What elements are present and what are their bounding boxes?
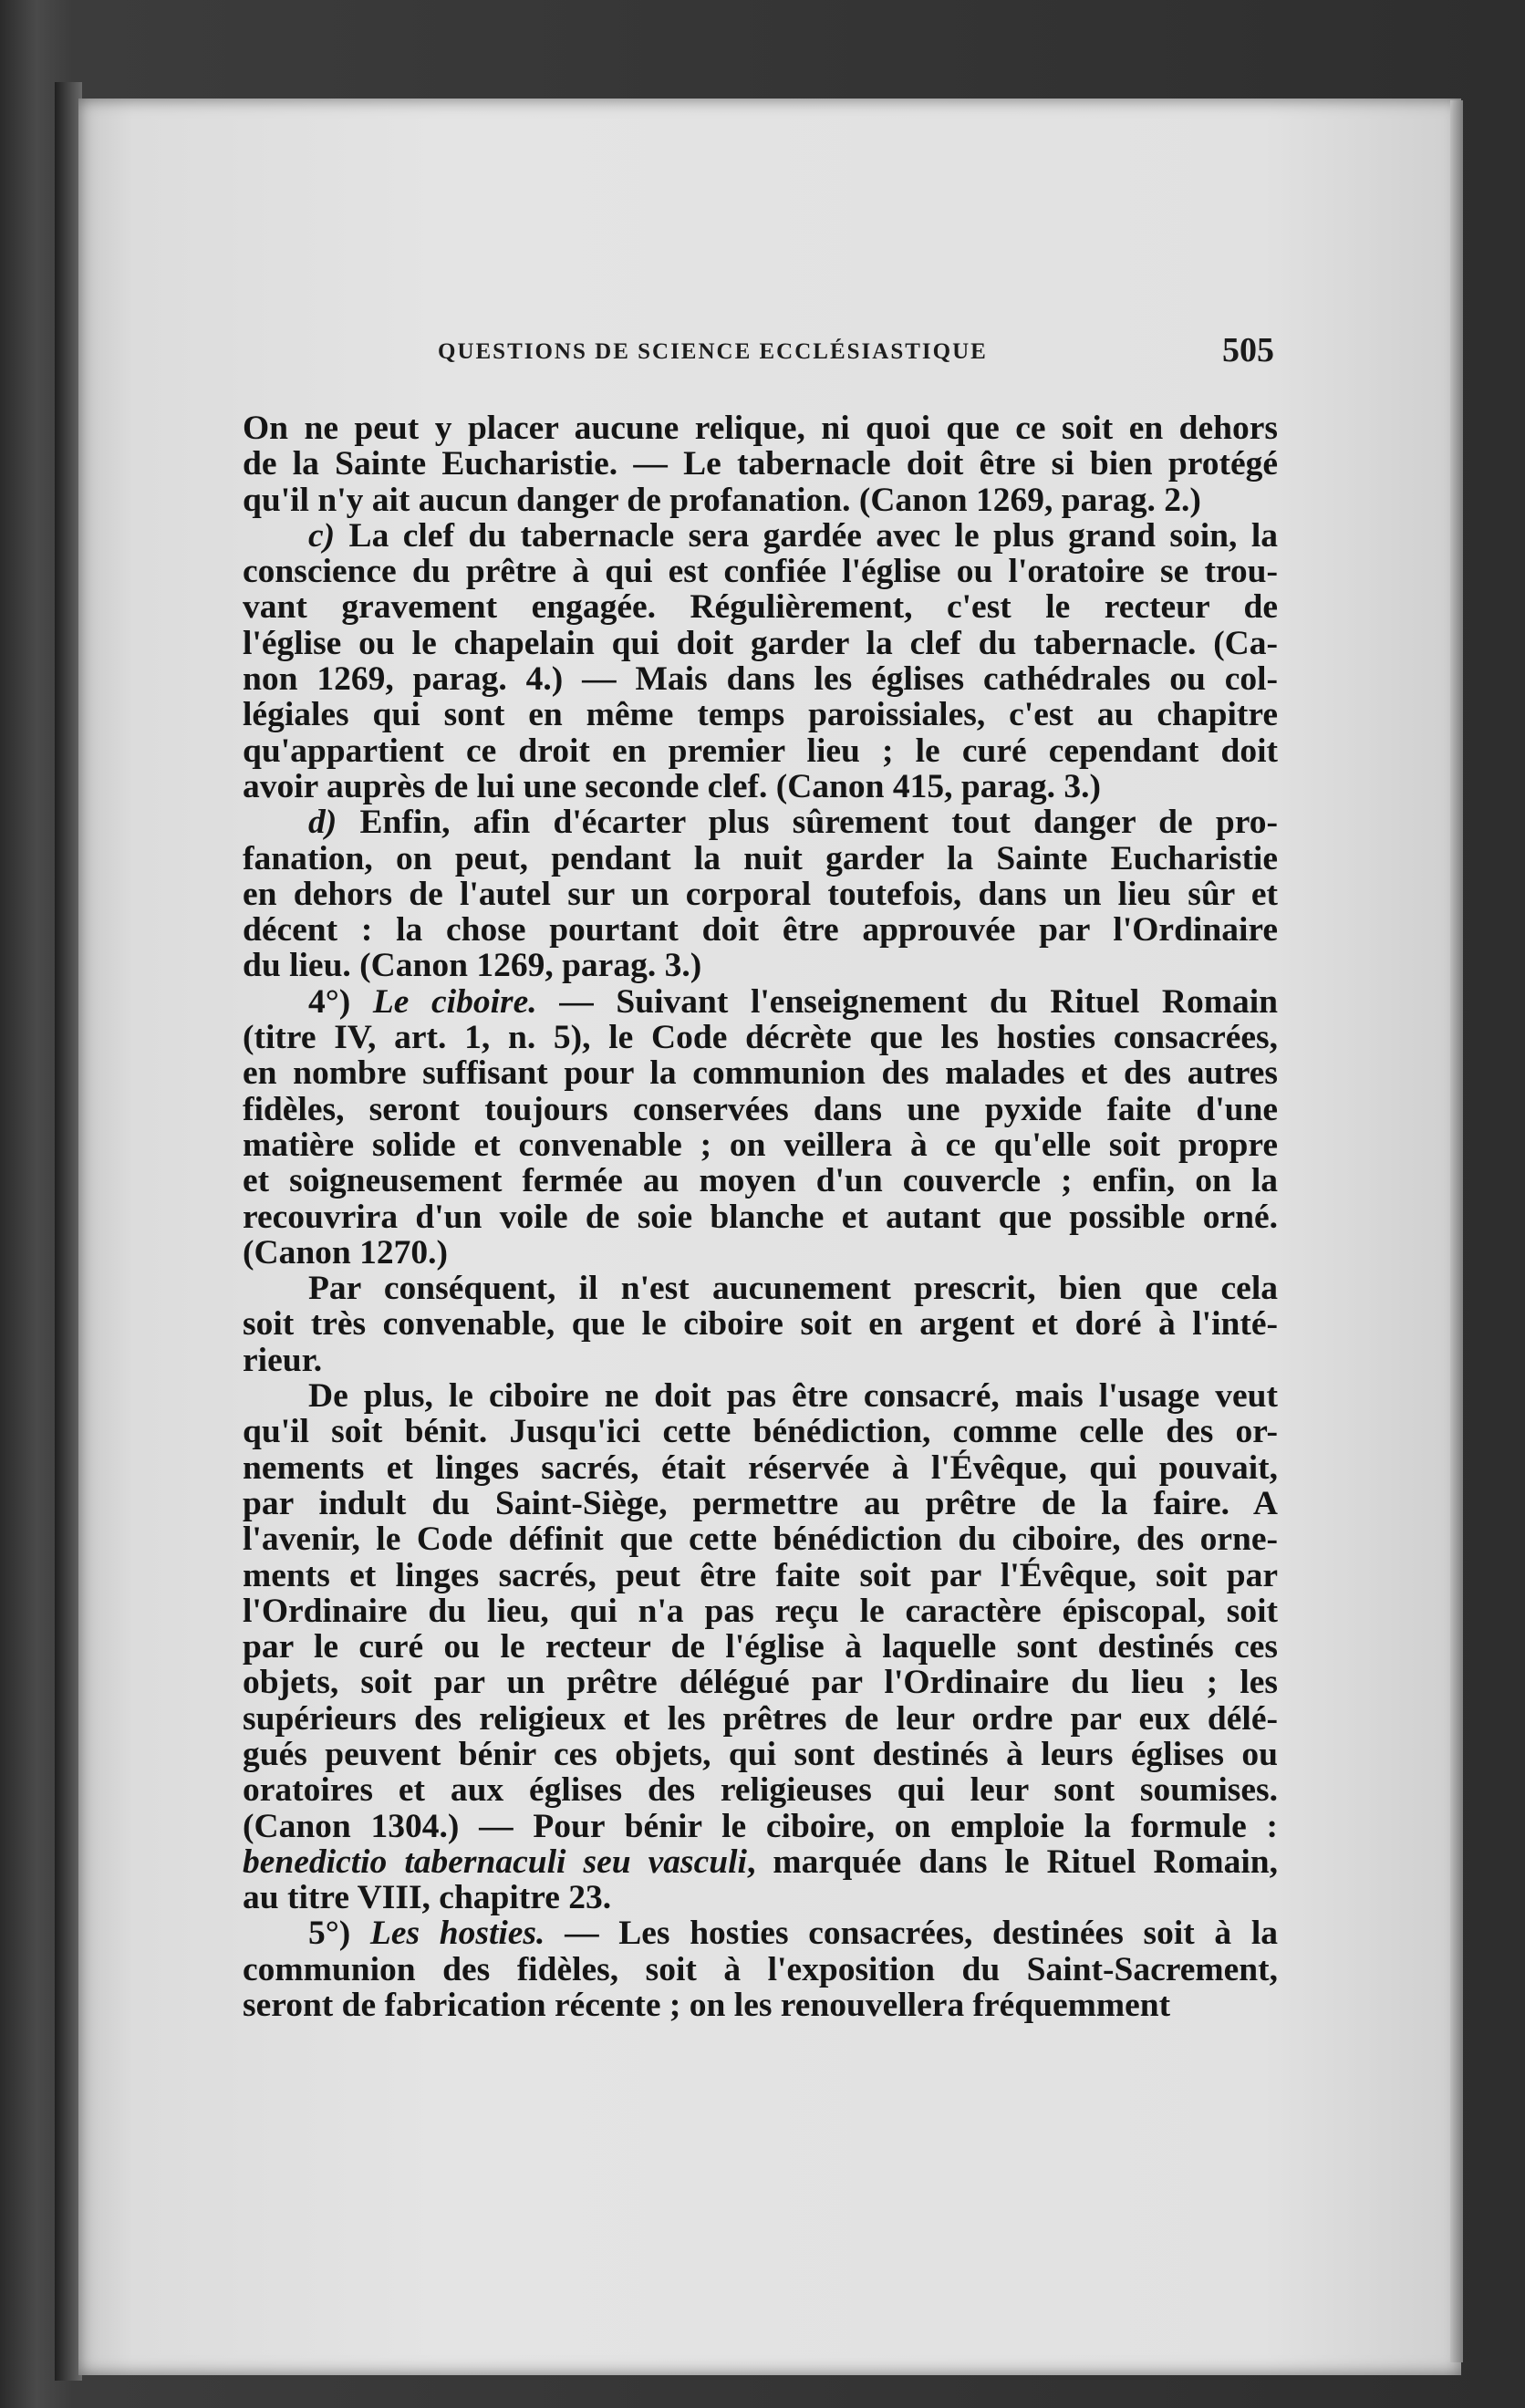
text-line: l'avenir, le Code définit que cette bénédiction du ciboire, des orne-	[243, 1521, 1278, 1559]
text-line: 4°) Le ciboire. — Suivant l'enseignement du Rituel Romain	[308, 982, 1278, 1021]
text-line: oratoires et aux églises des religieuses qui leur sont soumises.	[243, 1771, 1278, 1810]
text-line: en nombre suffisant pour la communion des malades et des autres	[243, 1054, 1278, 1093]
text-line: De plus, le ciboire ne doit pas être consacré, mais l'usage veut	[308, 1377, 1278, 1416]
text-line: d) Enfin, afin d'écarter plus sûrement tout danger de pro-	[308, 804, 1278, 842]
text-line: c) La clef du tabernacle sera gardée avec le plus grand soin, la	[308, 516, 1278, 555]
text-line: fanation, on peut, pendant la nuit garder la Sainte Eucharistie	[243, 839, 1278, 877]
text-line: non 1269, parag. 4.) — Mais dans les églises cathédrales ou col-	[243, 660, 1278, 699]
italic-text: d)	[308, 804, 337, 842]
page-edge	[1450, 100, 1463, 2362]
text-line: du lieu. (Canon 1269, parag. 3.)	[243, 947, 702, 985]
page-number: 505	[1222, 331, 1274, 369]
text-line: de la Sainte Eucharistie. — Le tabernacle doit être si bien protégé	[243, 445, 1278, 483]
text-line: nements et linges sacrés, était réservée à l'Évêque, qui pouvait,	[243, 1448, 1278, 1487]
text-line: objets, soit par un prêtre délégué par l'Ordinaire du lieu ; les	[243, 1664, 1278, 1702]
text-line: (Canon 1270.)	[243, 1233, 449, 1271]
text-line: qu'appartient ce droit en premier lieu ; le curé cependant doit	[243, 732, 1278, 770]
text-line: rieur.	[243, 1341, 323, 1379]
text-line: supérieurs des religieux et les prêtres de leur ordre par eux délé-	[243, 1699, 1278, 1738]
text-line: soit très convenable, que le ciboire soit en argent et doré à l'inté-	[243, 1305, 1278, 1344]
text-line: benedictio tabernaculi seu vasculi, marquée dans le Rituel Romain,	[243, 1842, 1278, 1881]
text-line: décent : la chose pourtant doit être approuvée par l'Ordinaire	[243, 911, 1278, 950]
text-line: l'église ou le chapelain qui doit garder la clef du tabernacle. (Ca-	[243, 624, 1278, 662]
text-line: légiales qui sont en même temps paroissiales, c'est au chapitre	[243, 696, 1278, 734]
text-line: conscience du prêtre à qui est confiée l'église ou l'oratoire se trou-	[243, 553, 1278, 591]
text-line: l'Ordinaire du lieu, qui n'a pas reçu le caractère épiscopal, soit	[243, 1592, 1278, 1630]
text-line: par le curé ou le recteur de l'église à laquelle sont destinés ces	[243, 1628, 1278, 1666]
text-line: (titre IV, art. 1, n. 5), le Code décrète que les hosties consacrées,	[243, 1019, 1278, 1057]
text-line: fidèles, seront toujours conservées dans une pyxide faite d'une	[243, 1090, 1278, 1128]
text-line: en dehors de l'autel sur un corporal toutefois, dans un lieu sûr et	[243, 875, 1278, 913]
text-line: avoir auprès de lui une seconde clef. (Canon 415, parag. 3.)	[243, 767, 1101, 805]
text-line: qu'il soit bénit. Jusqu'ici cette bénédiction, comme celle des or-	[243, 1413, 1278, 1451]
text-line: ments et linges sacrés, peut être faite soit par l'Évêque, soit par	[243, 1556, 1278, 1594]
text-line: qu'il n'y ait aucun danger de profanation. (Canon 1269, parag. 2.)	[243, 481, 1201, 519]
text-line: vant gravement engagée. Régulièrement, c'est le recteur de	[243, 588, 1278, 627]
text-line: On ne peut y placer aucune relique, ni quoi que ce soit en dehors	[243, 410, 1278, 447]
italic-text: Le ciboire.	[372, 982, 537, 1021]
text-line: gués peuvent bénir ces objets, qui sont destinés à leurs églises ou	[243, 1735, 1278, 1773]
running-head: QUESTIONS DE SCIENCE ECCLÉSIASTIQUE	[438, 339, 988, 364]
text-line: seront de fabrication récente ; on les renouvellera fréquemment	[243, 1987, 1171, 2025]
italic-text: c)	[308, 516, 336, 555]
italic-text: benedictio tabernaculi seu vasculi	[243, 1842, 747, 1881]
text-line: (Canon 1304.) — Pour bénir le ciboire, on emploie la formule :	[243, 1807, 1278, 1845]
text-line: recouvrira d'un voile de soie blanche et autant que possible orné.	[243, 1198, 1278, 1236]
text-line: Par conséquent, il n'est aucunement prescrit, bien que cela	[308, 1270, 1278, 1308]
text-line: matière solide et convenable ; on veillera à ce qu'elle soit propre	[243, 1126, 1278, 1164]
text-line: 5°) Les hosties. — Les hosties consacrées, destinées soit à la	[308, 1915, 1279, 1953]
text-line: communion des fidèles, soit à l'exposition du Saint-Sacrement,	[243, 1950, 1278, 1988]
italic-text: Les hosties.	[369, 1915, 545, 1953]
text-line: par indult du Saint-Siège, permettre au prêtre de la faire. A	[243, 1484, 1278, 1522]
body-text	[243, 410, 1278, 2023]
text-line: et soigneusement fermée au moyen d'un couvercle ; enfin, on la	[243, 1162, 1278, 1200]
text-line: au titre VIII, chapitre 23.	[243, 1879, 612, 1917]
